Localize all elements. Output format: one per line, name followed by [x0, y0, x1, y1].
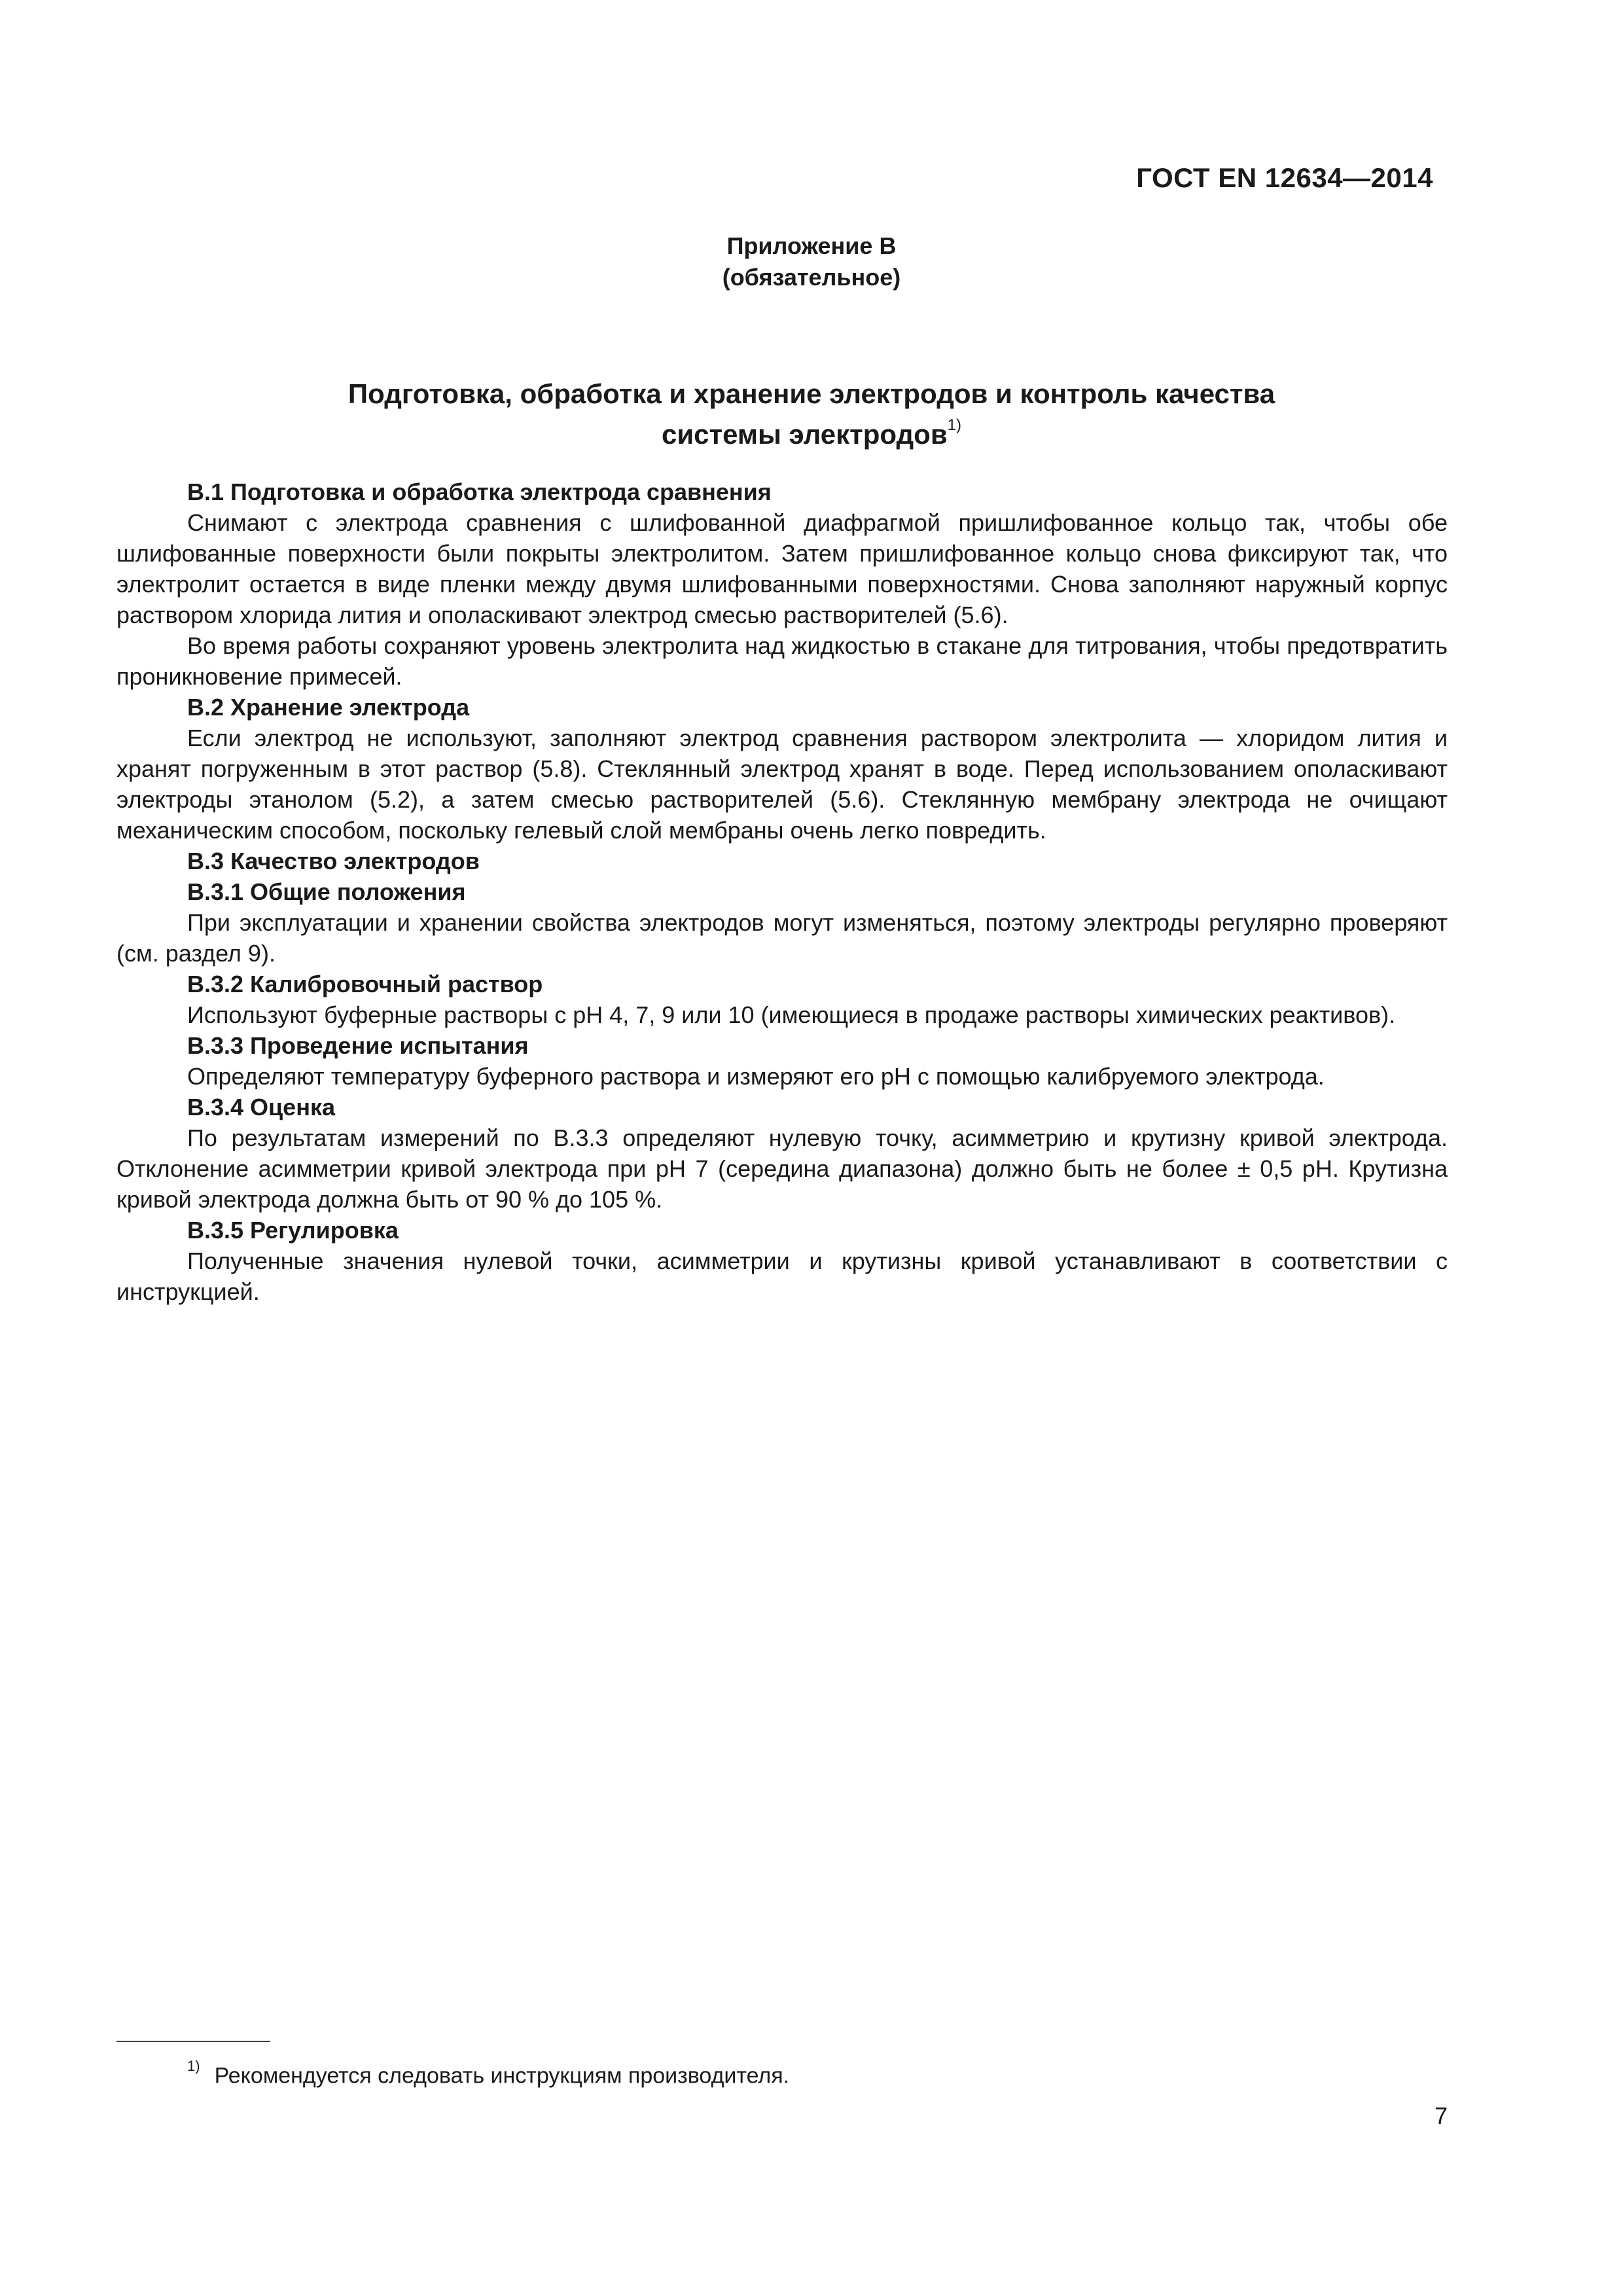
section-heading-b31: В.3.1 Общие положения: [187, 878, 466, 905]
section-b34-paragraph-1: По результатам измерений по В.3.3 определяют нулевую точку, асимметрию и крутизну кривой электрода. Отклонение асимметрии кривой электрода при pH 7 (середина диапазона) должно быть не более ± 0,5 pH. Крутизна кривой электрода должна быть от 90 % до 105 %.: [116, 1124, 1448, 1213]
main-title-line-1: Подготовка, обработка и хранение электродов и контроль качества: [348, 378, 1275, 409]
page-number: 7: [1434, 2102, 1448, 2129]
footnote-text: Рекомендуется следовать инструкциям производителя.: [214, 2063, 790, 2089]
document-body: [116, 476, 1448, 1307]
section-heading-b3: В.3 Качество электродов: [187, 848, 480, 874]
appendix-heading: [0, 230, 1623, 293]
section-b33-paragraph-1: Определяют температуру буферного раствора и измеряют его pH с помощью калибруемого электрода.: [187, 1063, 1325, 1090]
footnote: [187, 2055, 789, 2090]
section-heading-b33: В.3.3 Проведение испытания: [187, 1032, 529, 1059]
footnote-divider: [116, 2041, 270, 2042]
main-title-footnote-marker: 1): [947, 416, 961, 434]
main-title-line-2: [0, 412, 1623, 452]
section-b35-paragraph-1: Полученные значения нулевой точки, асимметрии и крутизны кривой устанавливают в соответствии с инструкцией.: [116, 1247, 1448, 1305]
section-b2-paragraph-1: Если электрод не используют, заполняют электрод сравнения раствором электролита — хлоридом лития и хранят погруженным в этот раствор (5.8). Стеклянный электрод хранят в воде. Перед использованием ополаскивают электроды этанолом (5.2), а затем смесью растворителей (5.6). Стеклянную мембрану электрода не очищают механическим способом, поскольку гелевый слой мембраны очень легко повредить.: [116, 725, 1448, 844]
section-b1-paragraph-2: Во время работы сохраняют уровень электролита над жидкостью в стакане для титрования, чтобы предотвратить проникновение примесей.: [116, 632, 1448, 690]
section-b32-paragraph-1: Используют буферные растворы с pH 4, 7, 9 или 10 (имеющиеся в продаже растворы химических реактивов).: [187, 1001, 1396, 1028]
appendix-title: Приложение В: [726, 232, 897, 259]
document-code: ГОСТ EN 12634—2014: [1136, 162, 1433, 193]
main-title: [0, 376, 1623, 452]
appendix-status: (обязательное): [722, 264, 901, 291]
section-heading-b35: В.3.5 Регулировка: [187, 1217, 399, 1244]
main-title-line-2-text: системы электродов: [662, 419, 948, 450]
section-heading-b1: В.1 Подготовка и обработка электрода сравнения: [187, 478, 772, 505]
section-heading-b34: В.3.4 Оценка: [187, 1094, 335, 1121]
footnote-marker: 1): [187, 2058, 200, 2074]
section-heading-b2: В.2 Хранение электрода: [187, 694, 470, 721]
section-b1-paragraph-1: Снимают с электрода сравнения с шлифованной диафрагмой пришлифованное кольцо так, чтобы обе шлифованные поверхности были покрыты электролитом. Затем пришлифованное кольцо снова фиксируют так, что электролит остается в виде пленки между двумя шлифованными поверхностями. Снова заполняют наружный корпус раствором хлорида лития и ополаскивают электрод смесью растворителей (5.6).: [116, 509, 1448, 628]
section-b31-paragraph-1: При эксплуатации и хранении свойства электродов могут изменяться, поэтому электроды регулярно проверяют (см. раздел 9).: [116, 909, 1448, 967]
section-heading-b32: В.3.2 Калибровочный раствор: [187, 971, 543, 997]
